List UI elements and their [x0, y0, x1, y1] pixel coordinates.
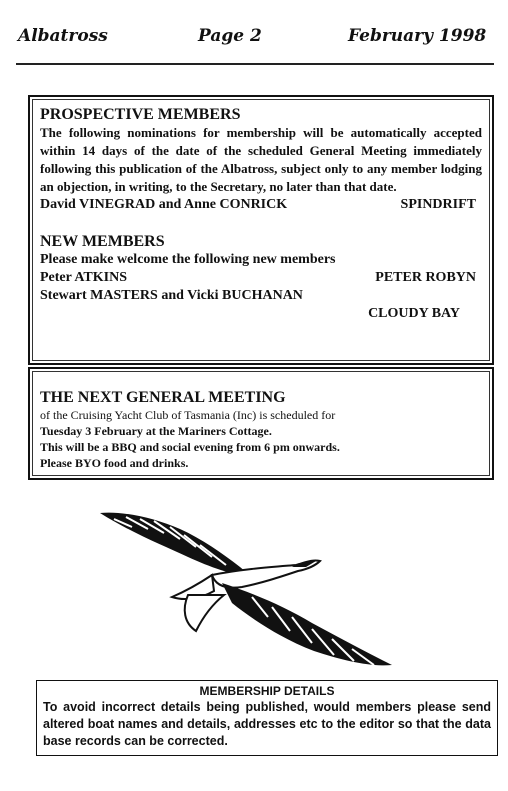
meeting-line-4: Please BYO food and drinks.: [40, 456, 189, 470]
new-member-boat: CLOUDY BAY: [368, 306, 460, 321]
meeting-box: [28, 367, 494, 480]
new-member-names: Stewart MASTERS and Vicki BUCHANAN: [40, 288, 303, 303]
nominee-names: David VINEGRAD and Anne CONRICK: [40, 197, 288, 212]
issue-date: February 1998: [348, 26, 487, 46]
prospective-members-title: PROSPECTIVE MEMBERS: [40, 106, 241, 123]
new-member-row: [40, 287, 482, 305]
page-header: [14, 26, 494, 52]
new-member-names: Peter ATKINS: [40, 270, 127, 285]
page-number: Page 2: [198, 26, 262, 46]
new-member-row: [40, 269, 482, 287]
membership-details-text: To avoid incorrect details being published, would members please send altered boat names and details, addresses etc to the editor so that the data base records can be corrected.: [43, 700, 491, 748]
members-box: [28, 95, 494, 365]
prospective-members-text: The following nominations for membership will be automatically accepted within 14 days of the date of the scheduled General Meeting immediately following this publication of the Albatross, subject only to any member lodging an objection, in writing, to the Secretary, no later than that date.: [40, 125, 482, 194]
membership-details-title: MEMBERSHIP DETAILS: [199, 684, 335, 698]
new-members-intro: Please make welcome the following new members: [40, 252, 336, 267]
nominee-boat: SPINDRIFT: [400, 197, 476, 212]
meeting-line-1: of the Cruising Yacht Club of Tasmania (Inc) is scheduled for: [40, 408, 336, 422]
new-member-boat: PETER ROBYN: [375, 270, 476, 285]
meeting-title: THE NEXT GENERAL MEETING: [40, 389, 286, 406]
albatross-illustration: [92, 505, 404, 675]
nominee-row: [40, 196, 482, 214]
meeting-line-3: This will be a BBQ and social evening from 6 pm onwards.: [40, 440, 340, 454]
newsletter-name: Albatross: [18, 26, 108, 46]
new-members-title: NEW MEMBERS: [40, 233, 165, 250]
header-rule: [16, 63, 494, 65]
meeting-line-2: Tuesday 3 February at the Mariners Cottage.: [40, 424, 272, 438]
new-member-boat-line: [40, 305, 482, 323]
membership-details-box: [36, 680, 498, 756]
